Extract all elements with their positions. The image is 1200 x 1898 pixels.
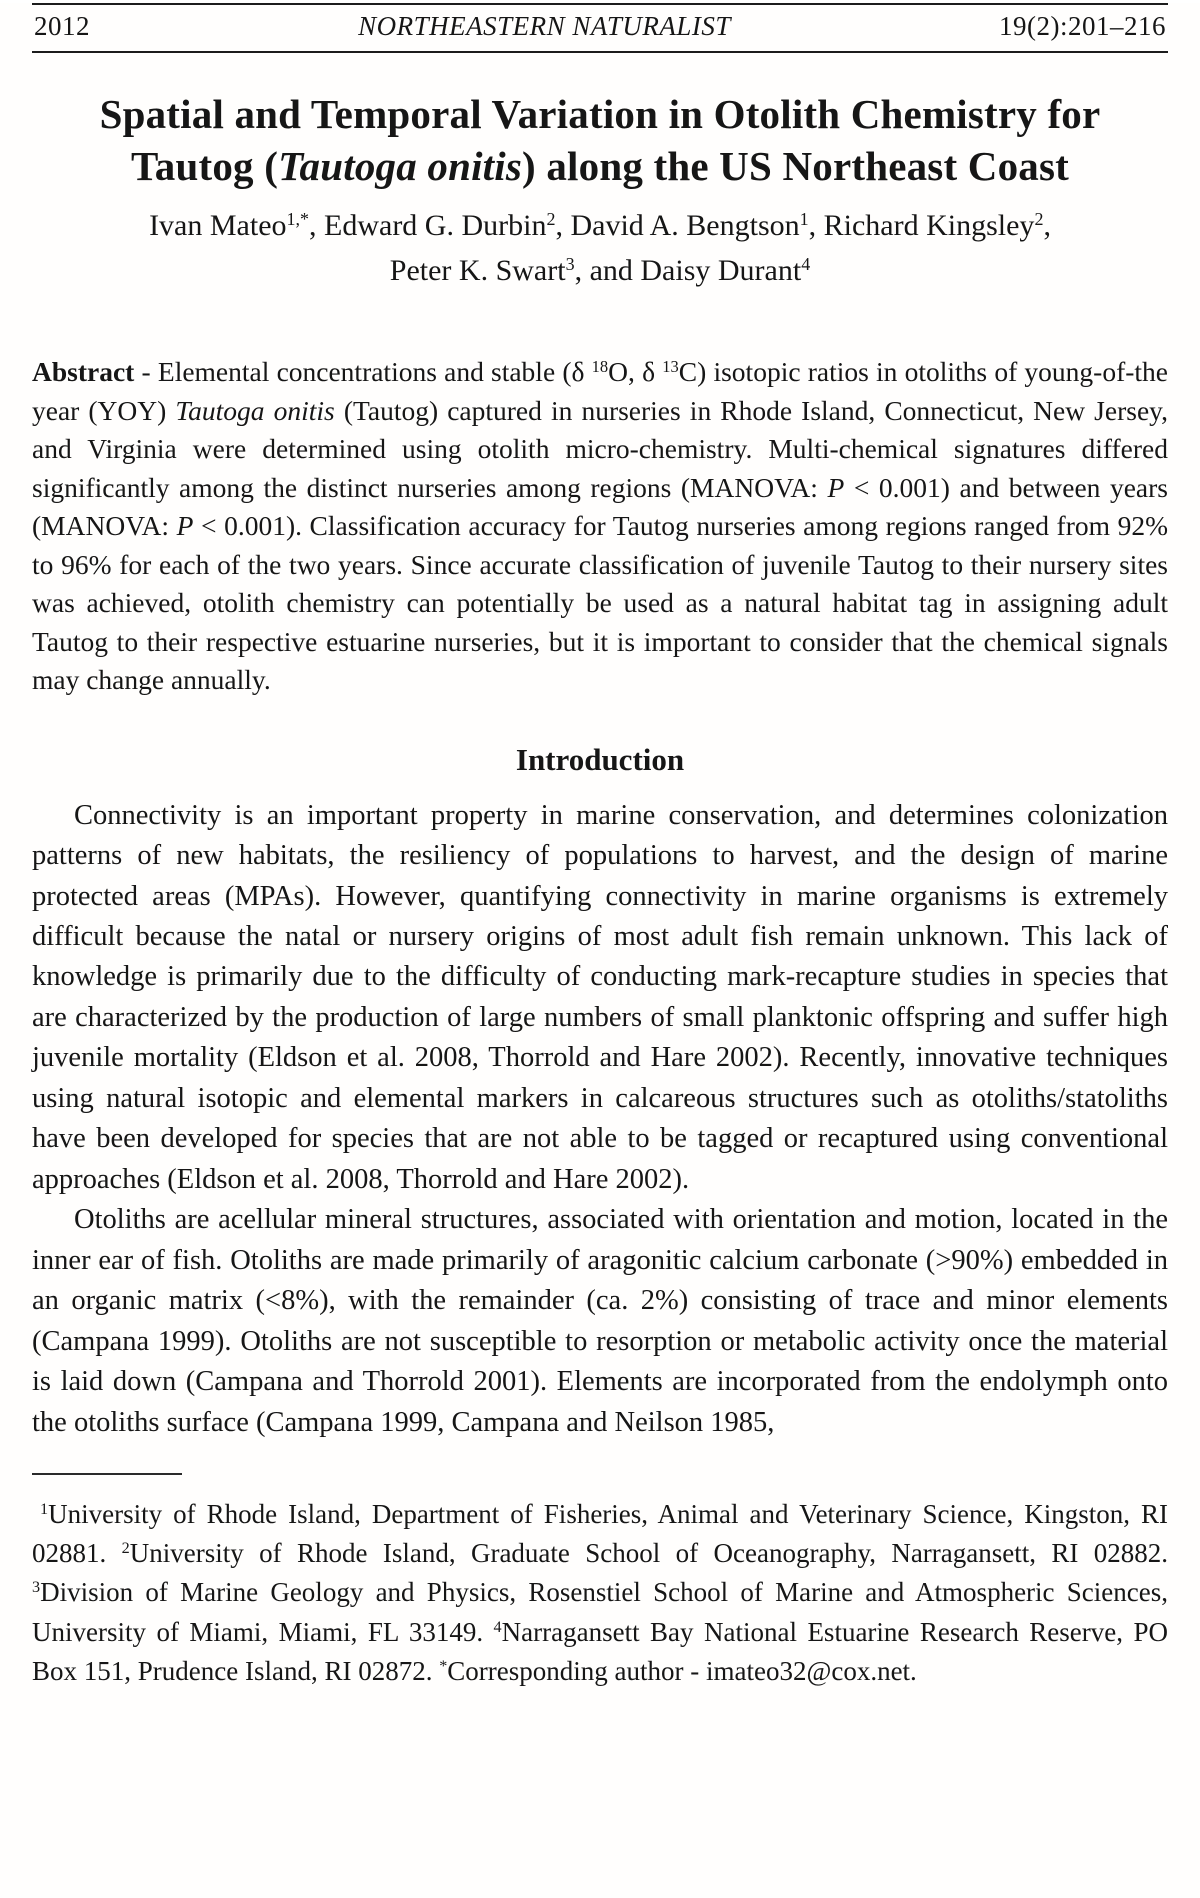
paper-page bbox=[0, 3, 1200, 1898]
journal-issue-pages: 19(2):201–216 bbox=[999, 11, 1166, 41]
intro-paragraph-1: Connectivity is an important property in marine conservation, and determines colonization patterns of new habitats, the resiliency of populations to harvest, and the design of marine protected areas (MPAs). However, quantifying connectivity in marine organisms is extremely difficult because the natal or nursery origins of most adult fish remain unknown. This lack of knowledge is primarily due to the difficulty of conducting mark-recapture studies in species that are characterized by the production of large numbers of small planktonic offspring and suffer high juvenile mortality (Eldson et al. 2008, Thorrold and Hare 2002). Recently, innovative techniques using natural isotopic and elemental markers in calcareous structures such as otoliths/statoliths have been developed for species that are not able to be tagged or recaptured using conventional approaches (Eldson et al. 2008, Thorrold and Hare 2002). bbox=[32, 799, 1168, 1195]
journal-header bbox=[32, 5, 1168, 51]
footnote-divider bbox=[32, 1473, 182, 1475]
intro-paragraph-2: Otoliths are acellular mineral structures, associated with orientation and motion, located in the inner ear of fish. Otoliths are made primarily of aragonitic calcium carbonate (>90%) embedded in an organic matrix (<8%), with the remainder (ca. 2%) consisting of trace and minor elements (Campana 1999). Otoliths are not susceptible to resorption or metabolic activity once the material is laid down (Campana and Thorrold 2001). Elements are incorporated from the endolymph onto the otoliths surface (Campana 1999, Campana and Neilson 1985, bbox=[32, 1204, 1168, 1438]
header-rule-bottom bbox=[32, 51, 1168, 53]
author-list: Ivan Mateo$^{1,*}$, Edward G. Durbin$^2$, David A. Bengtson$^1$, Richard Kingsley$^2$, Peter K. Swart$^3$, and Daisy Durant$^4$ bbox=[149, 209, 1051, 287]
paper-title: Spatial and Temporal Variation in Otolith Chemistry for Tautog (Tautoga onitis) along the US Northeast Coast bbox=[99, 91, 1101, 189]
abstract-paragraph: Abstract - Elemental concentrations and stable (δ $^{18}$O, δ $^{13}$C) isotopic ratios in otoliths of young-of-the year (YOY) Tautoga onitis (Tautog) captured in nurseries in Rhode Island, Connecticut, New Jersey, and Virginia were determined using otolith micro-chemistry. Multi-chemical signatures differed significantly among the distinct nurseries among regions (MANOVA: P < 0.001) and between years (MANOVA: P < 0.001). Classification accuracy for Tautog nurseries among regions ranged from 92% to 96% for each of the two years. Since accurate classification of juvenile Tautog to their nursery sites was achieved, otolith chemistry can potentially be used as a natural habitat tag in assigning adult Tautog to their respective estuarine nurseries, but it is important to consider that the chemical signals may change annually. bbox=[32, 356, 1169, 696]
journal-year: 2012 bbox=[34, 11, 90, 41]
footnotes-paragraph: $^1$University of Rhode Island, Department of Fisheries, Animal and Veterinary Science, Kingston, RI 02881. $^2$University of Rhode Island, Graduate School of Oceanography, Narragansett, RI 02882. $^3$Division of Marine Geology and Physics, Rosenstiel School of Marine and Atmospheric Sciences, University of Miami, Miami, FL 33149. $^4$Narragansett Bay National Estuarine Research Reserve, PO Box 151, Prudence Island, RI 02872. *Corresponding author - imateo32@cox.net. bbox=[32, 1499, 1169, 1686]
journal-name: NORTHEASTERN NATURALIST bbox=[358, 11, 731, 41]
section-heading-introduction: Introduction bbox=[515, 741, 685, 777]
